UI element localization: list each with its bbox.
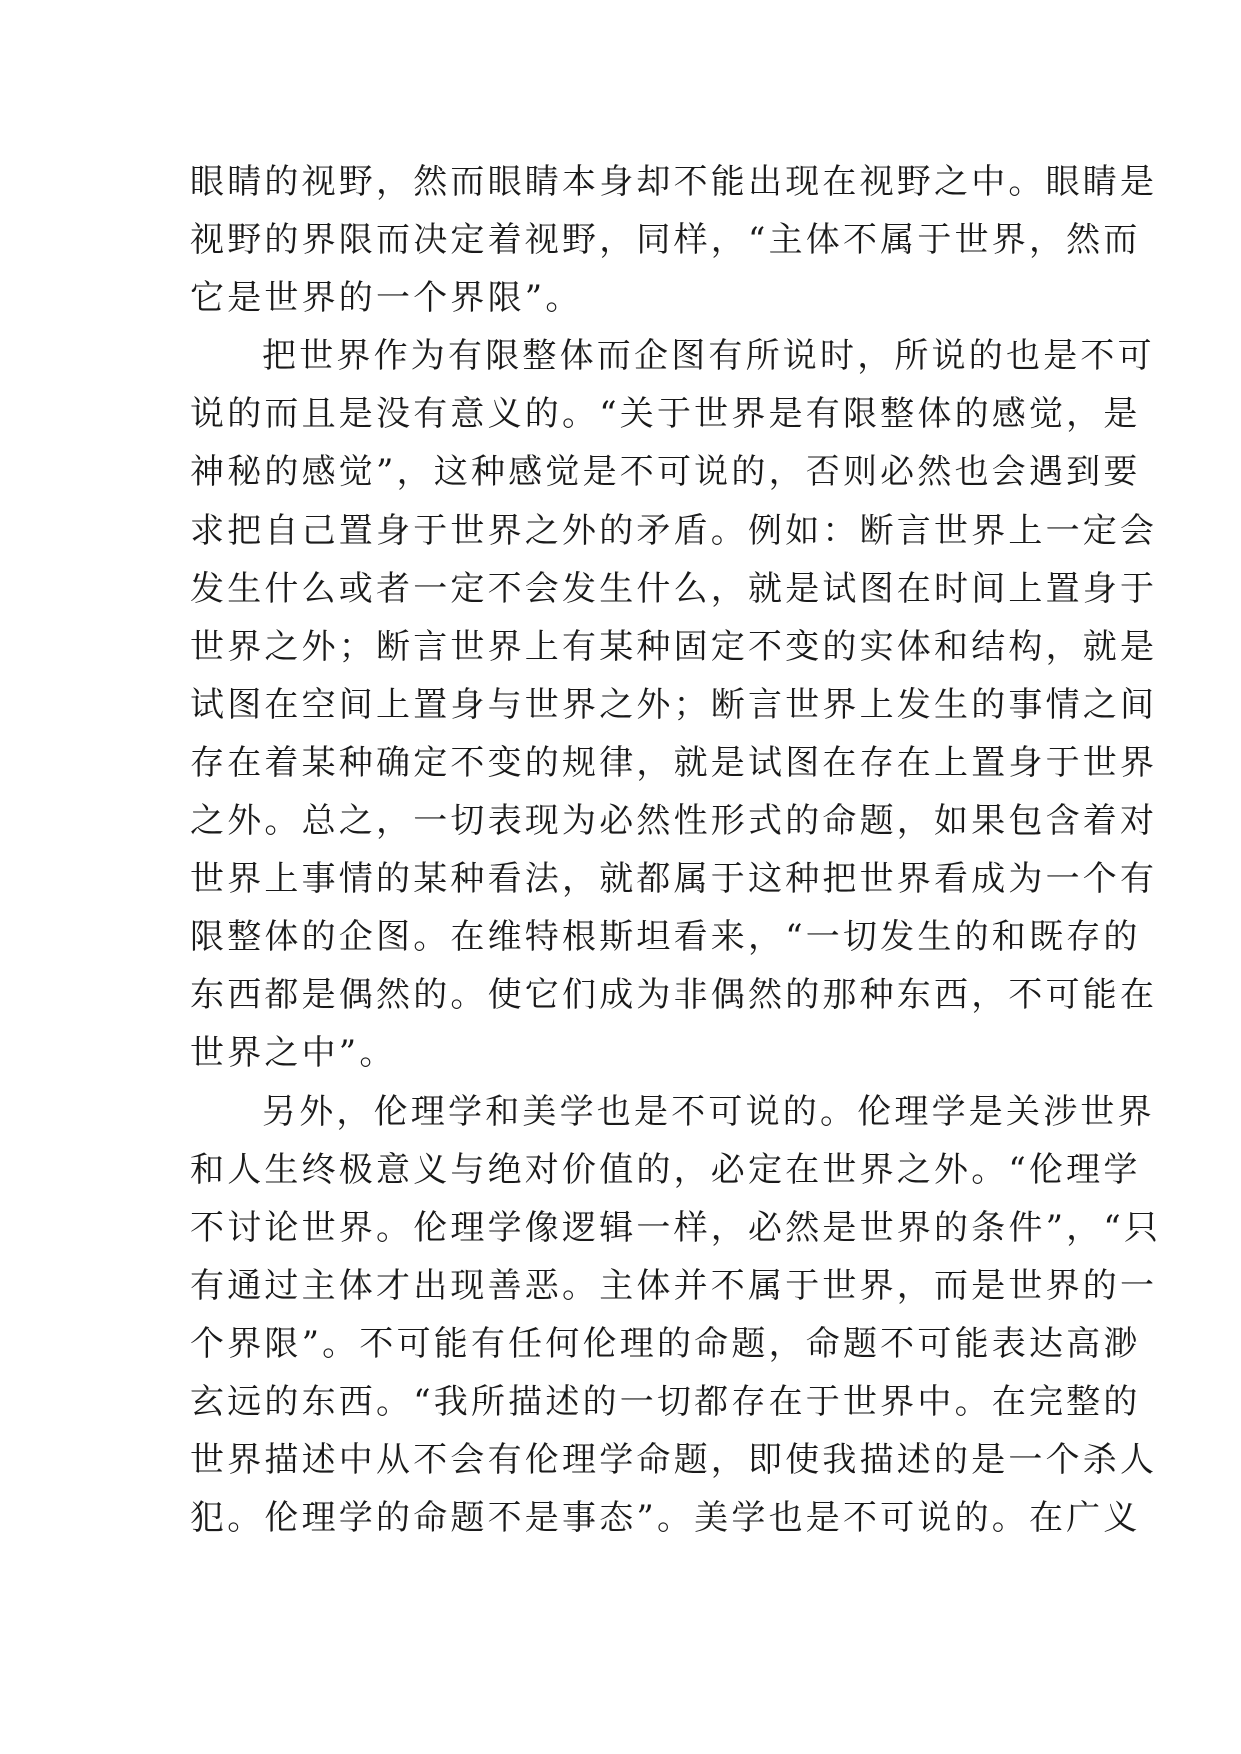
text-line: 世界描述中从不会有伦理学命题，即使我描述的是一个杀人	[190, 1440, 1158, 1481]
text-line: 说的而且是没有意义的。“关于世界是有限整体的感觉，是	[190, 394, 1141, 435]
text-line: 犯。伦理学的命题不是事态”。美学也是不可说的。在广义	[190, 1498, 1141, 1539]
text-line: 之外。总之，一切表现为必然性形式的命题，如果包含着对	[190, 801, 1158, 842]
text-line: 眼睛的视野，然而眼睛本身却不能出现在视野之中。眼睛是	[190, 162, 1158, 202]
text-line: 它是世界的一个界限”。	[190, 278, 583, 319]
paragraph	[190, 1083, 1162, 1548]
text-line: 世界之外；断言世界上有某种固定不变的实体和结构，就是	[190, 626, 1158, 667]
text-line: 求把自己置身于世界之外的矛盾。例如：断言世界上一定会	[190, 510, 1158, 551]
text-line: 有通过主体才出现善恶。主体并不属于世界，而是世界的一	[190, 1265, 1158, 1306]
document-body	[190, 153, 1162, 1547]
text-line: 不讨论世界。伦理学像逻辑一样，必然是世界的条件”，“只	[190, 1207, 1162, 1248]
text-line: 世界上事情的某种看法，就都属于这种把世界看成为一个有	[190, 859, 1158, 900]
text-line: 玄远的东西。“我所描述的一切都存在于世界中。在完整的	[190, 1381, 1141, 1422]
text-line: 另外，伦理学和美学也是不可说的。伦理学是关涉世界	[262, 1091, 1155, 1132]
paragraph	[190, 327, 1158, 1082]
text-line: 发生什么或者一定不会发生什么，就是试图在时间上置身于	[190, 568, 1158, 609]
text-line: 东西都是偶然的。使它们成为非偶然的那种东西，不可能在	[190, 975, 1158, 1016]
text-line: 和人生终极意义与绝对价值的，必定在世界之外。“伦理学	[190, 1149, 1141, 1190]
text-line: 视野的界限而决定着视野，同样，“主体不属于世界，然而	[190, 220, 1141, 261]
text-line: 个界限”。不可能有任何伦理的命题，命题不可能表达高渺	[190, 1323, 1141, 1364]
text-line: 神秘的感觉”，这种感觉是不可说的，否则必然也会遇到要	[190, 452, 1141, 493]
text-line: 限整体的企图。在维特根斯坦看来，“一切发生的和既存的	[190, 917, 1141, 958]
text-line: 把世界作为有限整体而企图有所说时，所说的也是不可	[262, 336, 1155, 377]
paragraph	[190, 153, 1158, 327]
text-line: 试图在空间上置身与世界之外；断言世界上发生的事情之间	[190, 684, 1158, 725]
text-line: 世界之中”。	[190, 1033, 397, 1074]
text-line: 存在着某种确定不变的规律，就是试图在存在上置身于世界	[190, 742, 1158, 783]
